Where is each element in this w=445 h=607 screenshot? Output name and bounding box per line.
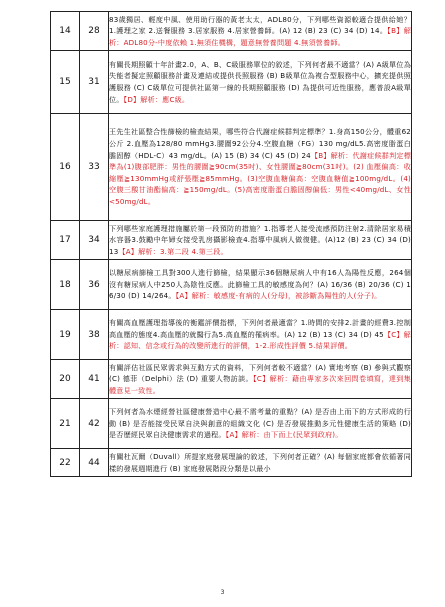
question-number: 42 bbox=[80, 399, 109, 449]
question-text: 下列哪些家庭護理措施屬於第一段預防的措施？1.指導老人接受流感預防注射2.清除居家易積水容器3.鼓勵中年婦女接受乳房攝影檢查4.指導中風病人做復健。(A)12 (B) 23 (C) 34 (D) 13 bbox=[109, 223, 411, 256]
question-number: 31 bbox=[80, 51, 109, 114]
question-number: 33 bbox=[80, 114, 109, 221]
question-number: 34 bbox=[80, 221, 109, 260]
answer-explanation: 【C】解析：藉由專家多次來回問卷填寫，達到集體意見一致性。 bbox=[109, 374, 411, 395]
question-cell bbox=[109, 310, 412, 360]
question-cell bbox=[109, 221, 412, 260]
table-row bbox=[51, 360, 412, 399]
question-text: 以糖尿病篩檢工具對300人進行篩檢，結果顯示36個糖尿病人中有16人為陽性反應，264個沒有糖尿病人中250人為陰性反應。此篩檢工具的敏感度為何？(A) 16/36 (B) 20/36 (C) 16/30 (D) 14/264。 bbox=[109, 268, 411, 301]
row-number: 17 bbox=[51, 221, 80, 260]
table-row bbox=[51, 114, 412, 221]
row-number: 19 bbox=[51, 310, 80, 360]
answer-explanation: 【A】解析：3.第二段 4.第三段。 bbox=[118, 246, 228, 256]
question-cell bbox=[109, 449, 412, 477]
question-number: 41 bbox=[80, 360, 109, 399]
answer-explanation: 【A】解析：由下而上(民眾到政府)。 bbox=[225, 430, 343, 440]
table-row bbox=[51, 221, 412, 260]
answer-explanation: 【B】解析：代謝症候群判定標準為(1)腹部肥胖：男性的腰圍≧90cm(35吋)、女性腰圍≧80cm(31吋)。(2) 血壓偏高：收縮壓≧130mmHg或舒張壓≧85mmHg。(3)空腹血糖偏高：空腹血糖值≧100mg/dL。(4)空腹三酸甘油酯偏高：≧150mg/dL。(5)高密度脂蛋白膽固醇偏低：男性<40mg/dL、女性<50mg/dL。 bbox=[109, 150, 411, 206]
question-text: 有關評估社區民眾需求與互動方式的資料，下列何者較不適當？(A) 實地考察 (B) 參與式觀察 (C) 德菲（Delphi）法 (D) 重要人物訪談。 bbox=[109, 362, 411, 384]
question-number: 44 bbox=[80, 449, 109, 477]
question-cell bbox=[109, 399, 412, 449]
answer-explanation: 【A】解析：敏感度-有病的人(分母)，被診斷為陽性的人(分子)。 bbox=[175, 291, 382, 301]
question-text: 下列何者為水煙經營社區健康營造中心最不需考量的重點？(A) 是否由上而下的方式形成的行動 (B) 是否能接受民眾自決與創意的組織文化 (C) 是否發展推動多元性健康生活的策略 (D) 是否歷經民眾自決健康需求的過程。 bbox=[109, 407, 411, 440]
table-row bbox=[51, 12, 412, 51]
table-row bbox=[51, 310, 412, 360]
question-cell bbox=[109, 360, 412, 399]
answer-explanation: 【C】解析：認知、信念或行為的改變所進行的評價，1-2.形成性評價 5.結果評價。 bbox=[109, 329, 411, 351]
row-number: 22 bbox=[51, 449, 80, 477]
question-table bbox=[50, 11, 412, 477]
question-cell bbox=[109, 12, 412, 51]
question-cell bbox=[109, 260, 412, 310]
row-number: 15 bbox=[51, 51, 80, 114]
question-text: 有關高血壓護理指導後的衡鑑評價指標，下列何者最適當？1.時間的安排2.計畫的經費3.控制高血壓的態度4.高血壓的就醫行為5.高血壓的罹病率。(A) 12 (B) 13 (C) 34 (D) 45 bbox=[109, 318, 411, 339]
row-number: 14 bbox=[51, 12, 80, 51]
question-number: 36 bbox=[80, 260, 109, 310]
question-text: 有關長期照顧十年計畫2.0，A、B、C級服務單位的敘述，下列何者最不適當？(A) A級單位為失能者擬定照顧服務計畫及連結或提供長照服務 (B) B級單位為複合型服務中心，擴充提供照護服務 (C) C級單位可提供社區第一線的長期照顧服務 (D) 為提供可近性服務，應普設A級單位。 bbox=[109, 59, 411, 104]
row-number: 18 bbox=[51, 260, 80, 310]
row-number: 16 bbox=[51, 114, 80, 221]
answer-explanation: 【B】解析：ADL80分-中度依賴 1.無須住機構，題意無營養問題 4.無須營養師。 bbox=[109, 26, 411, 47]
question-number: 38 bbox=[80, 310, 109, 360]
row-number: 21 bbox=[51, 399, 80, 449]
table-row bbox=[51, 449, 412, 477]
question-text: 83歲獨居、輕度中風、使用助行器的黃老太太，ADL80分，下列哪些資源較適合提供給她？1.護理之家 2.送餐服務 3.居家服務 4.居家營養師。(A) 12 (B) 23 (C) 34 (D) 14。 bbox=[109, 14, 411, 36]
table-row bbox=[51, 51, 412, 114]
question-cell bbox=[109, 114, 412, 221]
row-number: 20 bbox=[51, 360, 80, 399]
table-row bbox=[51, 260, 412, 310]
question-text: 王先生社區整合性篩檢的檢查結果，哪些符合代謝症候群判定標準？1.身高150公分，體重62公斤 2.血壓為128/80 mmHg3.腰圍92公分4.空腹血糖（FG）130 mg/dL5.高密度脂蛋白膽固醇（HDL-C）43 mg/dL。(A) 15 (B) 34 (C) 45 (D) 24 bbox=[109, 127, 411, 160]
question-cell bbox=[109, 51, 412, 114]
page-number: 3 bbox=[220, 589, 225, 596]
question-text: 有關杜瓦爾（Duvall）所提家庭發展理論的敘述，下列何者正確？(A) 每個家庭都會依循著同樣的發展週期進行 (B) 家庭發展階段分類是以最小 bbox=[109, 451, 411, 473]
question-number: 28 bbox=[80, 12, 109, 51]
table-row bbox=[51, 399, 412, 449]
answer-explanation: 【D】解析：應C級。 bbox=[123, 94, 190, 104]
